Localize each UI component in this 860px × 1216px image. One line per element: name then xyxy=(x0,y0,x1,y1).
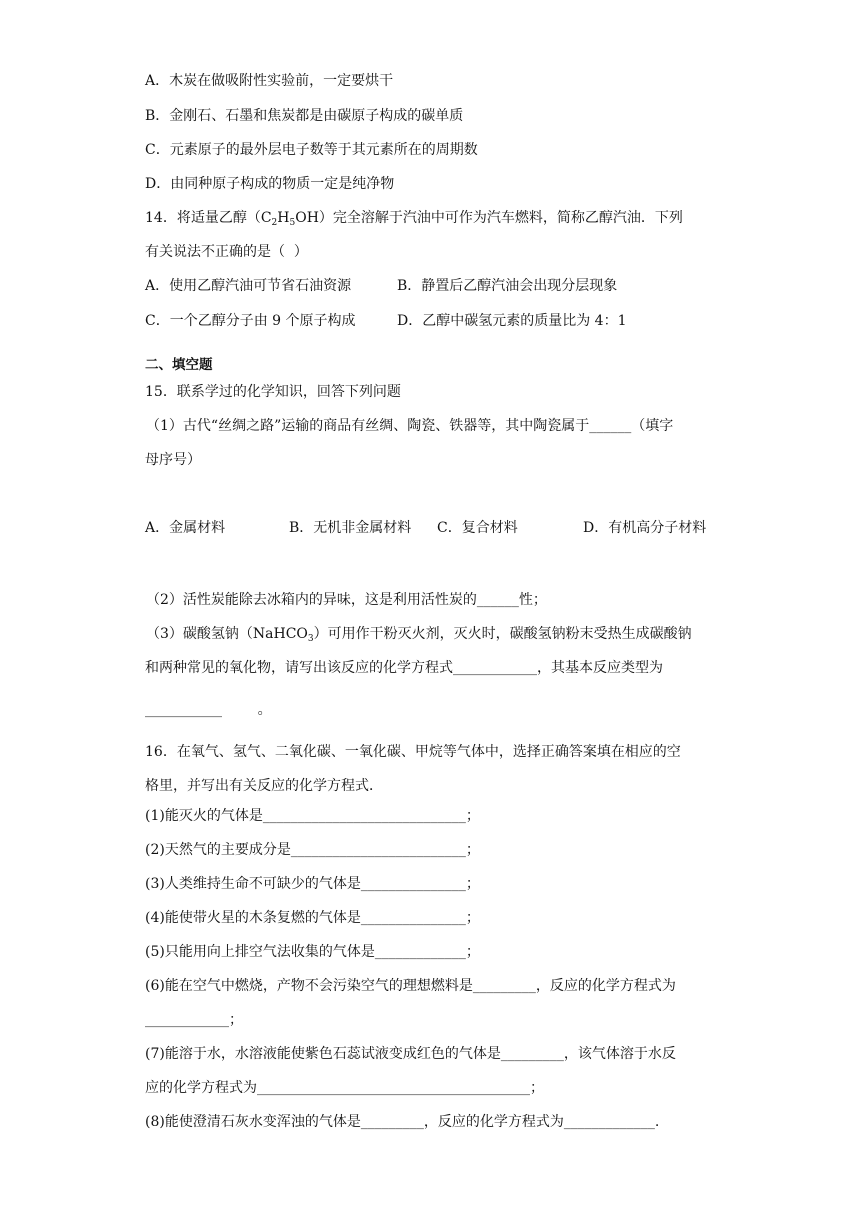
q15-part3-line2: 和两种常见的氧化物，请写出该反应的化学方程式____________，其基本反应类型为 xyxy=(145,660,663,676)
q14-option-a: A．使用乙醇汽油可节省石油资源 xyxy=(145,278,352,294)
q14-option-c: C．一个乙醇分子由 9 个原子构成 xyxy=(145,313,356,329)
q15-option-a: A．金属材料 xyxy=(145,520,226,536)
q15-part1-line1: （1）古代“丝绸之路”运输的商品有丝绸、陶瓷、铁器等，其中陶瓷属于______（填字 xyxy=(146,418,674,434)
q16-item-1: (1)能灭火的气体是_____________________________； xyxy=(145,808,480,824)
q14-stem-line1 xyxy=(145,208,683,233)
q16-stem-line1: 16．在氧气、氢气、二氧化碳、一氧化碳、甲烷等气体中，选择正确答案填在相应的空 xyxy=(145,744,681,760)
q16-item-7-line1: (7)能溶于水，水溶液能使紫色石蕊试液变成红色的气体是_________，该气体溶于水反 xyxy=(145,1046,676,1062)
section-title: 二、填空题 xyxy=(145,357,213,373)
q16-item-5: (5)只能用向上排空气法收集的气体是_____________； xyxy=(145,944,480,960)
q13-option-d: D．由同种原子构成的物质一定是纯净物 xyxy=(145,176,395,192)
q15-option-b: B．无机非金属材料 xyxy=(289,520,412,536)
q16-item-2: (2)天然气的主要成分是_________________________； xyxy=(145,842,480,858)
q14-option-d: D．乙醇中碳氢元素的质量比为 4：1 xyxy=(397,313,627,329)
q15-stem: 15．联系学过的化学知识，回答下列问题 xyxy=(145,384,401,400)
q14-stem-part: H xyxy=(277,210,290,226)
q14-option-b: B．静置后乙醇汽油会出现分层现象 xyxy=(397,278,618,294)
q15-part3-line3: ___________ 。 xyxy=(145,702,272,718)
q13-option-a: A．木炭在做吸附性实验前，一定要烘干 xyxy=(145,73,394,89)
q16-item-6-line2: ____________； xyxy=(145,1012,243,1028)
q16-item-4: (4)能使带火星的木条复燃的气体是_______________； xyxy=(145,910,480,926)
q15-part1-line2: 母序号） xyxy=(145,452,201,468)
q16-item-7-line2: 应的化学方程式为_______________________________________； xyxy=(145,1080,544,1096)
q16-stem-line2: 格里，并写出有关反应的化学方程式． xyxy=(145,778,383,794)
q15-part2: （2）活性炭能除去冰箱内的异味，这是利用活性炭的______性； xyxy=(146,592,547,608)
q16-item-3: (3)人类维持生命不可缺少的气体是_______________； xyxy=(145,876,480,892)
q14-stem-line2: 有关说法不正确的是（ ） xyxy=(145,244,308,260)
subscript: 3 xyxy=(307,634,314,644)
q14-stem-part: 14．将适量乙醇（C xyxy=(145,210,272,226)
q15-part3-text: （3）碳酸氢钠（NaHCO xyxy=(146,626,308,642)
q15-part3-line1 xyxy=(146,624,692,649)
q15-option-c: C．复合材料 xyxy=(437,520,518,536)
q15-option-d: D．有机高分子材料 xyxy=(583,520,707,536)
q13-option-c: C．元素原子的最外层电子数等于其元素所在的周期数 xyxy=(145,142,478,158)
subscript: 2 xyxy=(271,218,278,228)
q15-part3-text: ）可用作干粉灭火剂，灭火时，碳酸氢钠粉末受热生成碳酸钠 xyxy=(313,626,692,642)
q16-item-8: (8)能使澄清石灰水变浑浊的气体是_________，反应的化学方程式为_____________. xyxy=(145,1114,660,1130)
q14-stem-part: OH）完全溶解于汽油中可作为汽车燃料，简称乙醇汽油．下列 xyxy=(295,210,683,226)
q13-option-b: B．金刚石、石墨和焦炭都是由碳原子构成的碳单质 xyxy=(145,108,464,124)
q16-item-6-line1: (6)能在空气中燃烧，产物不会污染空气的理想燃料是_________，反应的化学方程式为 xyxy=(145,978,676,994)
subscript: 5 xyxy=(289,218,296,228)
